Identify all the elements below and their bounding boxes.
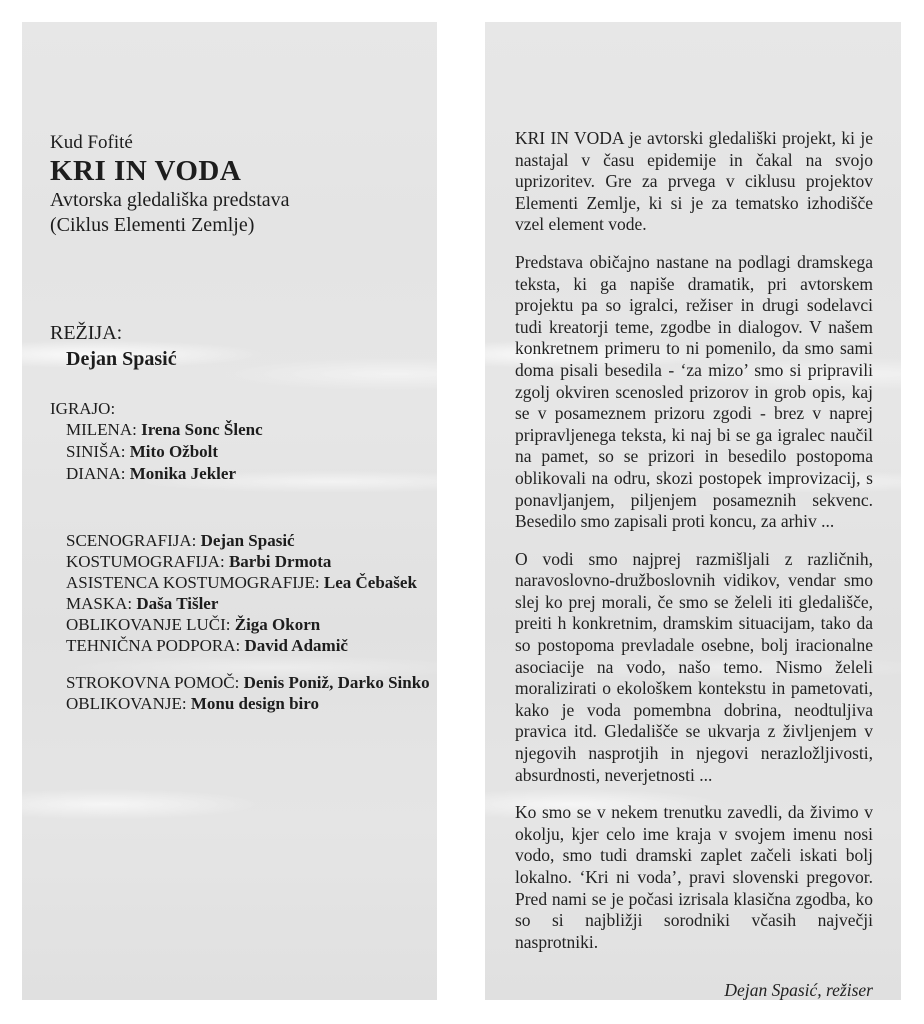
right-page-content <box>485 22 901 1000</box>
cast-row <box>50 463 417 485</box>
show-title: KRI IN VODA <box>50 155 242 187</box>
crew-name: Dejan Spasić <box>200 531 295 550</box>
crew-row <box>50 593 417 614</box>
director-name: Dejan Spasić <box>66 348 177 370</box>
show-subtitle: Avtorska gledališka predstava <box>50 189 290 211</box>
crew-role: OBLIKOVANJE LUČI: <box>66 615 231 634</box>
left-page-content <box>22 22 437 1000</box>
crew-row <box>50 572 417 593</box>
cast-role: MILENA: <box>66 420 137 439</box>
crew-role: TEHNIČNA PODPORA: <box>66 636 241 655</box>
company-name: Kud Fofité <box>50 132 133 153</box>
crew-role: SCENOGRAFIJA: <box>66 531 197 550</box>
description-paragraph: O vodi smo najprej razmišljali z različnih, naravoslovno-družboslovnih vidikov, vendar smo slej ko prej morali, če smo se želeli iti gledališče, preiti h konkretnim, dramskim situacijam, tako da so postopoma prevladale osebne, bolj iracionalne asociacije na vodo, našo temo. Nismo želeli moralizirati o ekološkem kontekstu in pametovati, kako je voda pomembna dobrina, neodtuljiva pravica itd. Gledališče se ukvarja z življenjem v njegovih nasprotjih in njegovi nerazložljivosti, absurdnosti, neverjetnosti ... <box>515 548 873 785</box>
cast-label: IGRAJO: <box>50 399 116 418</box>
crew-name: Daša Tišler <box>136 594 219 613</box>
cast-list <box>50 419 417 485</box>
crew-role: MASKA: <box>66 594 133 613</box>
cast-role: DIANA: <box>66 464 126 483</box>
support-name: Monu design biro <box>190 694 319 713</box>
cast-name: Mito Ožbolt <box>129 442 219 461</box>
crew-role: ASISTENCA KOSTUMOGRAFIJE: <box>66 573 320 592</box>
crew-row <box>50 614 417 635</box>
support-name: Denis Poniž, Darko Sinko <box>243 673 430 692</box>
series-name: (Ciklus Elementi Zemlje) <box>50 214 255 236</box>
crew-row <box>50 635 417 656</box>
director-signature: Dejan Spasić, režiser <box>724 980 873 1001</box>
right-page-panel <box>485 22 901 1000</box>
support-role: OBLIKOVANJE: <box>66 694 187 713</box>
description-paragraph: KRI IN VODA je avtorski gledališki projekt, ki je nastajal v času epidemije in čakal na svojo uprizoritev. Gre za prvega v ciklusu projektov Elementi Zemlje, ki si je za tematsko izhodišče vzel element vode. <box>515 128 873 235</box>
support-role: STROKOVNA POMOČ: <box>66 673 240 692</box>
cast-role: SINIŠA: <box>66 442 126 461</box>
cast-name: Monika Jekler <box>129 464 236 483</box>
crew-list <box>50 530 417 656</box>
cast-row <box>50 441 417 463</box>
crew-row <box>50 530 417 551</box>
crew-role: KOSTUMOGRAFIJA: <box>66 552 225 571</box>
support-row <box>50 693 417 714</box>
crew-row <box>50 551 417 572</box>
crew-name: David Adamič <box>244 636 348 655</box>
crew-name: Barbi Drmota <box>228 552 332 571</box>
cast-row <box>50 419 417 441</box>
description-paragraph: Ko smo se v nekem trenutku zavedli, da živimo v okolju, kjer celo ime kraja v svojem imenu nosi vodo, smo tudi dramski zaplet začeli iskati bolj lokalno. ‘Kri ni voda’, pravi slovenski pregovor. Pred nami se je počasi izrisala klasična zgodba, ko so si najbližji sorodniki včasih največji nasprotniki. <box>515 802 873 952</box>
direction-label: REŽIJA: <box>50 322 123 344</box>
crew-name: Žiga Okorn <box>234 615 321 634</box>
support-list <box>50 672 430 714</box>
left-page-panel <box>22 22 437 1000</box>
cast-name: Irena Sonc Šlenc <box>141 420 263 439</box>
crew-name: Lea Čebašek <box>323 573 417 592</box>
support-row <box>50 672 430 693</box>
description-paragraph: Predstava običajno nastane na podlagi dramskega teksta, ki ga napiše dramatik, pri avtorskem projektu pa so igralci, režiser in drugi sodelavci tudi kreatorji teme, zgodbe in dialogov. V našem konkretnem primeru to ni pomenilo, da smo sami doma pisali besedila - ‘za mizo’ smo si pripravili zgolj okviren scenosled prizorov in grob opis, kaj se v posameznem prizoru zgodi - brez v naprej pripravljenega teksta, ki naj bi se ga igralec naučil na pamet, so se prizori in besedilo postopoma oblikovali na odru, skozi postopek improvizacij, s ponavljanjem, piljenjem posameznih sekvenc. Besedilo smo zapisali proti koncu, za arhiv ... <box>515 251 873 532</box>
